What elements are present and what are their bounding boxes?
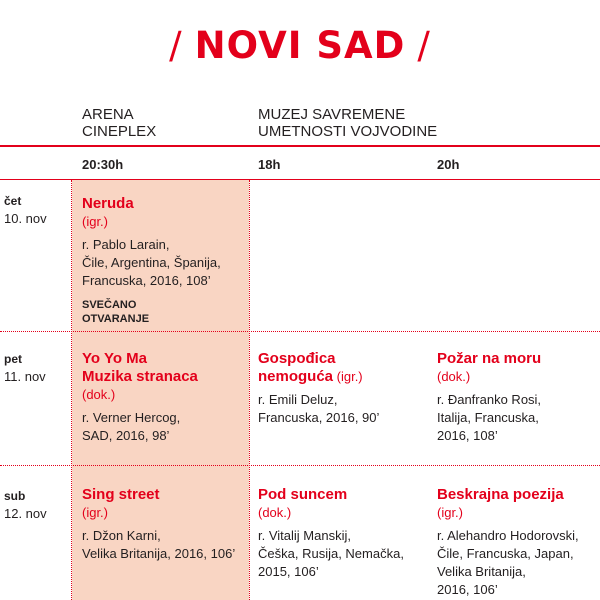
film-director: r. Alehandro Hodorovski, (437, 528, 579, 543)
film-info: Čile, Francuska, Japan, (437, 546, 574, 561)
film-info: 2016, 108’ (437, 428, 498, 443)
film-genre: (igr.) (437, 505, 463, 520)
film-director: r. Đanfranko Rosi, (437, 392, 542, 407)
time-20h: 20h (437, 157, 460, 172)
film-info: 2016, 106’ (437, 582, 498, 597)
film-genre: (dok.) (82, 387, 116, 402)
film-director: r. Džon Karni, (82, 528, 161, 543)
day-name: pet (4, 352, 22, 366)
film-info: Francuska, 2016, 108’ (82, 273, 211, 288)
film-gospodjica-nemoguca (258, 350, 379, 427)
venue-muzej (258, 106, 437, 140)
film-title: Yo Yo Ma (82, 350, 148, 367)
time-arena: 20:30h (82, 157, 124, 172)
film-pod-suncem (258, 486, 404, 581)
film-title: Neruda (82, 195, 134, 212)
film-note: OTVARANJE (82, 313, 150, 325)
film-yo-yo-ma (82, 350, 198, 445)
film-beskrajna-poezija (437, 486, 579, 599)
time-divider (0, 179, 600, 180)
film-genre: (dok.) (258, 505, 292, 520)
header-divider (0, 145, 600, 147)
day-row-3 (4, 488, 47, 522)
venue-arena (82, 106, 156, 140)
film-director: r. Verner Hercog, (82, 410, 181, 425)
city-title: NOVI SAD (194, 24, 406, 67)
film-info: Velika Britanija, (437, 564, 526, 579)
film-sing-street (82, 486, 235, 563)
page-title (0, 24, 600, 67)
film-info: Italija, Francuska, (437, 410, 539, 425)
day-date: 10. nov (4, 211, 47, 226)
film-genre: (igr.) (336, 369, 363, 384)
title-slash-left: / (169, 24, 183, 67)
film-pozar-na-moru (437, 350, 541, 445)
day-name: čet (4, 194, 22, 208)
venue-line: CINEPLEX (82, 123, 157, 140)
venue-line: MUZEJ SAVREMENE (258, 106, 406, 123)
film-genre: (dok.) (437, 369, 471, 384)
film-director: r. Emili Deluz, (258, 392, 338, 407)
film-title: Gospođica (258, 350, 336, 367)
column-divider (71, 180, 72, 600)
time-18h: 18h (258, 157, 281, 172)
film-info: Čile, Argentina, Španija, (82, 255, 221, 270)
film-info: 2015, 106’ (258, 564, 319, 579)
film-genre: (igr.) (82, 214, 108, 229)
row-divider (0, 331, 600, 332)
row-divider (0, 465, 600, 466)
film-title: Muzika stranaca (82, 368, 198, 385)
film-title: Sing street (82, 486, 160, 503)
film-title: Požar na moru (437, 350, 542, 367)
day-date: 12. nov (4, 506, 47, 521)
day-date: 11. nov (4, 369, 46, 384)
film-info: Velika Britanija, 2016, 106’ (82, 546, 236, 561)
film-director: r. Vitalij Manskij, (258, 528, 351, 543)
film-title: Pod suncem (258, 486, 348, 503)
film-info: Francuska, 2016, 90’ (258, 410, 380, 425)
day-row-1 (4, 193, 47, 227)
day-row-2 (4, 351, 46, 385)
film-title: Beskrajna poezija (437, 486, 564, 503)
column-divider (249, 180, 250, 600)
film-info: SAD, 2016, 98’ (82, 428, 170, 443)
day-name: sub (4, 489, 26, 503)
film-note: SVEČANO (82, 299, 137, 311)
venue-line: UMETNOSTI VOJVODINE (258, 123, 438, 140)
venue-line: ARENA (82, 106, 134, 123)
film-title: nemoguća (258, 368, 334, 385)
film-neruda (82, 195, 221, 326)
film-director: r. Pablo Larain, (82, 237, 170, 252)
film-info: Češka, Rusija, Nemačka, (258, 546, 404, 561)
film-genre: (igr.) (82, 505, 108, 520)
title-slash-right: / (417, 24, 431, 67)
